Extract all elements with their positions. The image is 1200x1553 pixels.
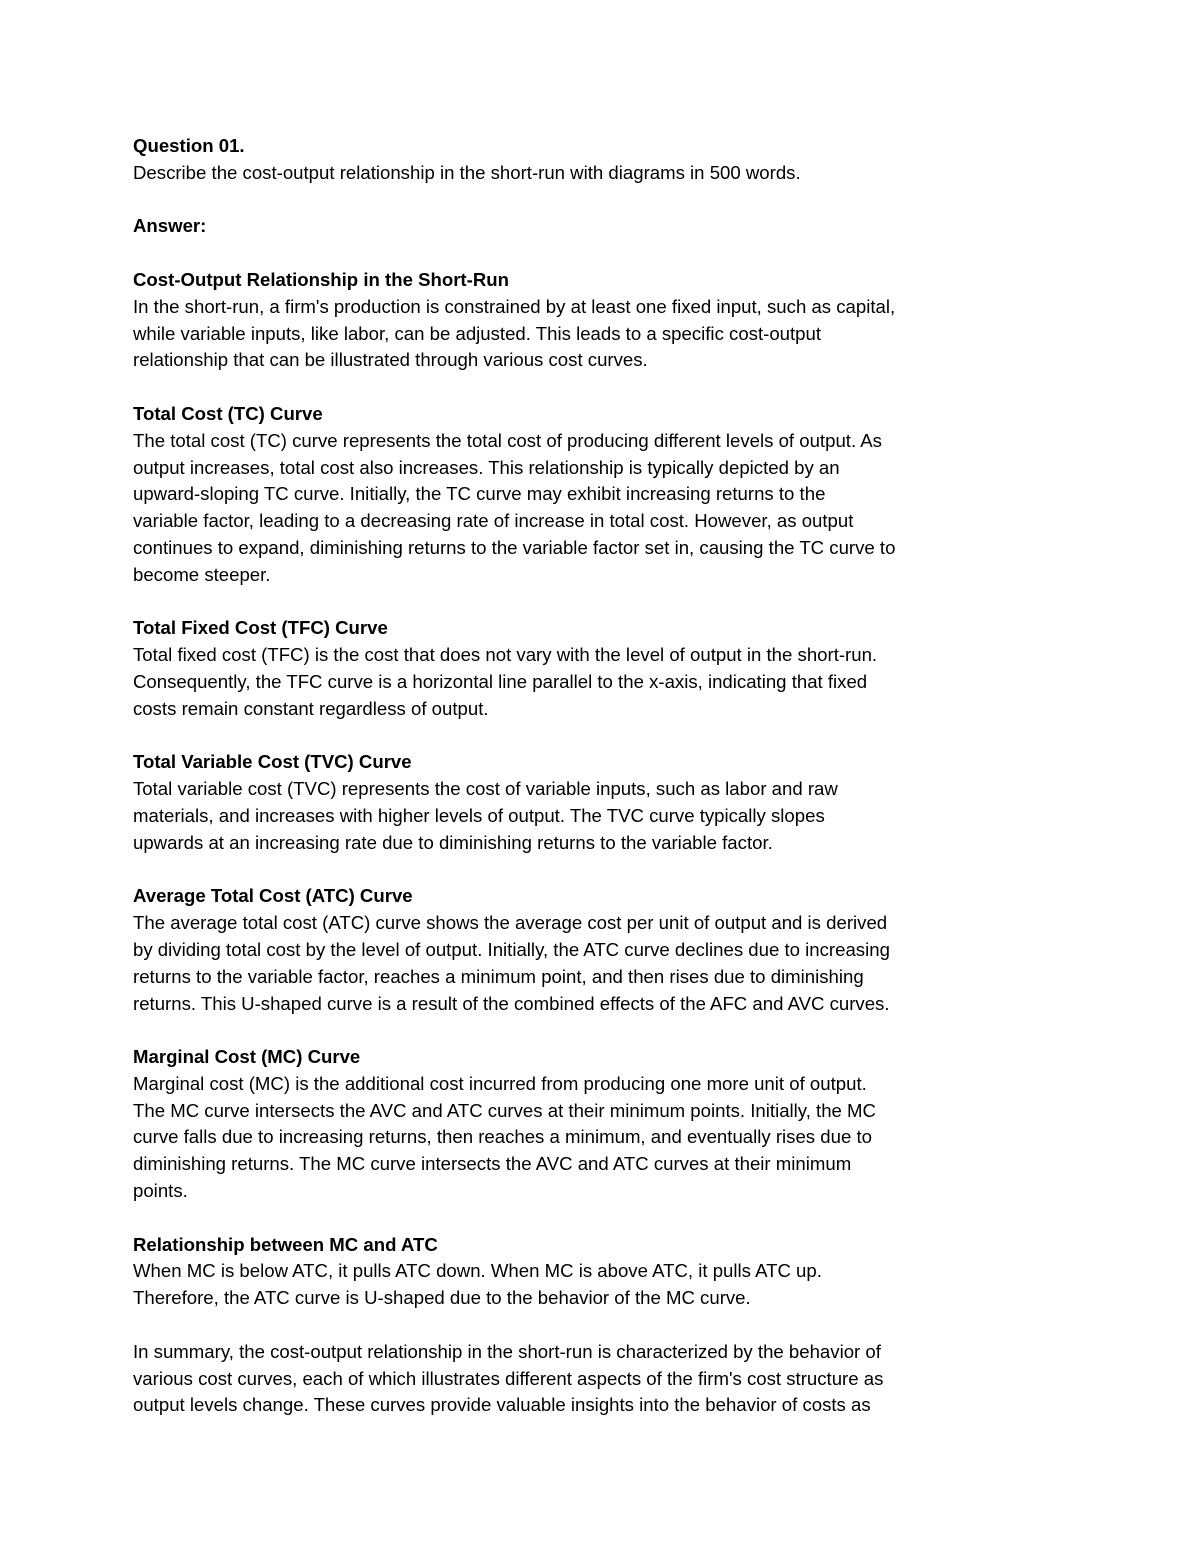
spacer	[133, 374, 993, 401]
spacer	[133, 240, 993, 267]
paragraph-line: Total variable cost (TVC) represents the cost of variable inputs, such as labor and raw	[133, 778, 838, 800]
section	[133, 267, 993, 374]
section	[133, 883, 993, 1017]
question-prompt: Describe the cost-output relationship in the short-run with diagrams in 500 words.	[133, 161, 801, 183]
section	[133, 1339, 993, 1419]
paragraph-line: costs remain constant regardless of output.	[133, 697, 489, 719]
paragraph-line: In summary, the cost-output relationship in the short-run is characterized by the behavior of	[133, 1340, 881, 1362]
paragraph-line: become steeper.	[133, 563, 271, 585]
section-heading: Total Fixed Cost (TFC) Curve	[133, 617, 388, 639]
section-heading: Total Cost (TC) Curve	[133, 402, 323, 424]
section-heading: Marginal Cost (MC) Curve	[133, 1046, 361, 1068]
paragraph-line: upward-sloping TC curve. Initially, the TC curve may exhibit increasing returns to the	[133, 483, 826, 505]
question-heading: Question 01.	[133, 135, 245, 156]
paragraph-line: When MC is below ATC, it pulls ATC down. When MC is above ATC, it pulls ATC up.	[133, 1260, 822, 1282]
section	[133, 749, 993, 856]
paragraph-line: diminishing returns. The MC curve intersects the AVC and ATC curves at their minimum	[133, 1153, 852, 1175]
spacer	[133, 857, 993, 884]
spacer	[133, 187, 993, 214]
paragraph-line: Marginal cost (MC) is the additional cost incurred from producing one more unit of output.	[133, 1072, 867, 1094]
sections-container	[133, 267, 993, 1419]
paragraph-line: various cost curves, each of which illustrates different aspects of the firm's cost structure as	[133, 1367, 884, 1389]
paragraph-line: returns to the variable factor, reaches a minimum point, and then rises due to diminishing	[133, 965, 864, 987]
paragraph-line: The MC curve intersects the AVC and ATC curves at their minimum points. Initially, the MC	[133, 1099, 876, 1121]
section-heading: Total Variable Cost (TVC) Curve	[133, 751, 412, 773]
spacer	[133, 1312, 993, 1339]
paragraph-line: The total cost (TC) curve represents the total cost of producing different levels of output. As	[133, 429, 882, 451]
section-heading: Cost-Output Relationship in the Short-Run	[133, 268, 509, 290]
paragraph-line: Consequently, the TFC curve is a horizontal line parallel to the x-axis, indicating that fixed	[133, 670, 868, 692]
paragraph-line: continues to expand, diminishing returns to the variable factor set in, causing the TC curve to	[133, 536, 896, 558]
paragraph-line: variable factor, leading to a decreasing rate of increase in total cost. However, as output	[133, 510, 854, 532]
paragraph-line: relationship that can be illustrated through various cost curves.	[133, 349, 648, 371]
paragraph-line: points.	[133, 1180, 188, 1202]
section	[133, 1044, 993, 1205]
paragraph-line: materials, and increases with higher levels of output. The TVC curve typically slopes	[133, 804, 825, 826]
spacer	[133, 1205, 993, 1232]
section-heading: Average Total Cost (ATC) Curve	[133, 885, 413, 907]
section	[133, 1232, 993, 1312]
spacer	[133, 589, 993, 616]
paragraph-line: by dividing total cost by the level of output. Initially, the ATC curve declines due to increasing	[133, 938, 890, 960]
spacer	[133, 723, 993, 750]
paragraph-line: curve falls due to increasing returns, then reaches a minimum, and eventually rises due to	[133, 1126, 872, 1148]
paragraph-line: while variable inputs, like labor, can be adjusted. This leads to a specific cost-output	[133, 322, 822, 344]
paragraph-line: The average total cost (ATC) curve shows the average cost per unit of output and is derived	[133, 912, 888, 934]
paragraph-line: upwards at an increasing rate due to diminishing returns to the variable factor.	[133, 831, 773, 853]
section	[133, 615, 993, 722]
section	[133, 401, 993, 589]
spacer	[133, 1017, 993, 1044]
paragraph-line: Total fixed cost (TFC) is the cost that does not vary with the level of output in the short-run.	[133, 644, 878, 666]
paragraph-line: returns. This U-shaped curve is a result of the combined effects of the AFC and AVC curves.	[133, 992, 890, 1014]
paragraph-line: In the short-run, a firm's production is constrained by at least one fixed input, such as capital,	[133, 295, 896, 317]
paragraph-line: output increases, total cost also increases. This relationship is typically depicted by an	[133, 456, 840, 478]
paragraph-line: Therefore, the ATC curve is U-shaped due to the behavior of the MC curve.	[133, 1287, 751, 1309]
document-page	[133, 133, 993, 1419]
answer-label: Answer:	[133, 215, 207, 237]
section-heading: Relationship between MC and ATC	[133, 1233, 438, 1255]
paragraph-line: output levels change. These curves provide valuable insights into the behavior of costs as	[133, 1394, 871, 1416]
